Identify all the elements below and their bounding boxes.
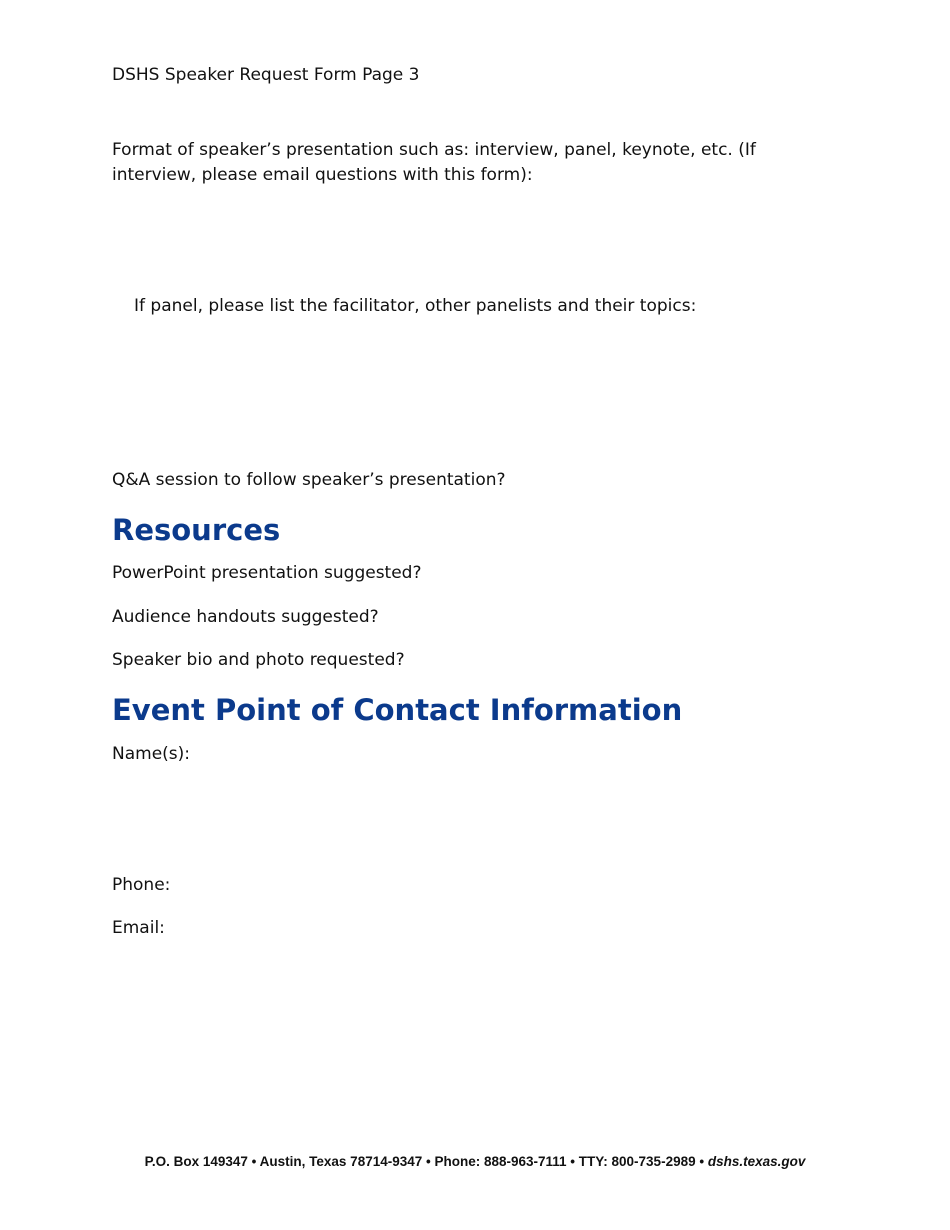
resources-heading: Resources [112,513,281,547]
powerpoint-question: PowerPoint presentation suggested? [112,563,422,583]
bio-photo-question: Speaker bio and photo requested? [112,650,405,670]
contact-heading: Event Point of Contact Information [112,693,683,727]
names-label: Name(s): [112,744,191,764]
qa-question: Q&A session to follow speaker’s presentation? [112,470,506,490]
format-question-line-2: interview, please email questions with this form): [112,165,533,185]
footer-address: P.O. Box 149347 • Austin, Texas 78714-9347 • Phone: 888-963-7111 • TTY: 800-735-2989 • [144,1154,708,1169]
page-label: DSHS Speaker Request Form Page 3 [112,65,420,85]
footer-website: dshs.texas.gov [707,1154,806,1169]
format-question-line-1: Format of speaker’s presentation such as: interview, panel, keynote, etc. (If [112,140,756,160]
email-label: Email: [112,918,165,938]
phone-label: Phone: [112,875,171,895]
panel-question: If panel, please list the facilitator, other panelists and their topics: [134,296,697,316]
page-footer [0,1152,950,1172]
handouts-question: Audience handouts suggested? [112,607,379,627]
